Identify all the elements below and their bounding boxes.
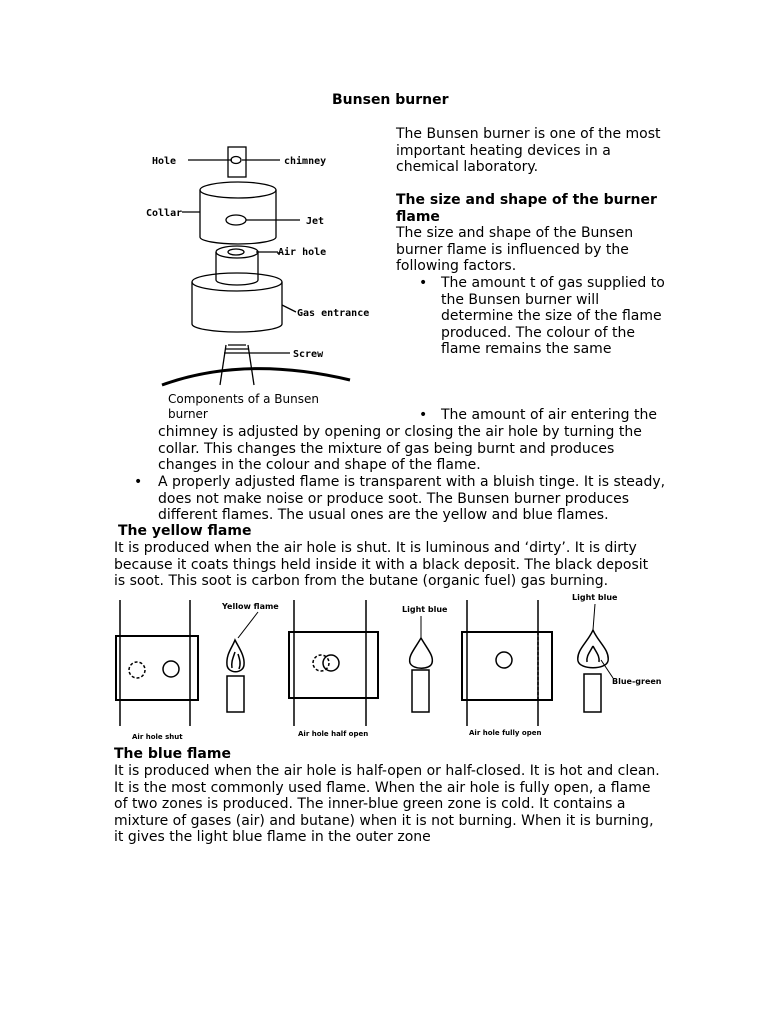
bullet-marker: • <box>419 275 428 291</box>
blue-flame-paragraph: It is produced when the air hole is half-open or half-closed. It is hot and clean. It is the most commonly used flame. When the air hole is fully open, a flame of two zones is produced. The inner-blue green zone is cold. It contains a mixture of gases (air) and butane) when it is not burning. When it is burning, it gives the light blue flame in the outer zone <box>114 763 660 846</box>
label-blue-green: Blue-green <box>612 677 662 686</box>
label-light-blue-1: Light blue <box>402 605 448 614</box>
label-air-hole-half-open: Air hole half open <box>298 730 369 738</box>
chimney-hole-shape <box>231 157 241 164</box>
label-collar: Collar <box>146 208 183 219</box>
label-air-hole: Air hole <box>278 247 327 258</box>
yellow-flame-paragraph: It is produced when the air hole is shut. It is luminous and ‘dirty’. It is dirty because it coats things held inside it with a black deposit. The black deposit is soot. This soot is carbon from the butane (organic fuel) gas burning. <box>114 540 649 590</box>
label-hole: Hole <box>152 156 177 167</box>
bullet-properly-adjusted: A properly adjusted flame is transparent with a bluish tinge. It is steady, does not make noise or produce soot. The Bunsen burner produces different flames. The usual ones are the yellow and blue flames. <box>158 474 666 524</box>
flame-types-diagram <box>110 590 670 745</box>
label-air-hole-fully-open: Air hole fully open <box>469 729 542 737</box>
size-shape-paragraph: The size and shape of the Bunsen burner flame is influenced by the following factors. <box>396 225 634 275</box>
bullet-marker: • <box>419 407 428 423</box>
label-jet: Jet <box>306 216 325 227</box>
bullet-air-amount-continued: chimney is adjusted by opening or closing the air hole by turning the collar. This changes the mixture of gas being burnt and produces changes in the colour and shape of the flame. <box>158 424 642 474</box>
bullet-air-amount-start: The amount of air entering the <box>441 407 657 423</box>
label-yellow-flame: Yellow flame <box>222 602 279 611</box>
bullet-marker: • <box>134 474 143 490</box>
label-light-blue-2: Light blue <box>572 593 618 602</box>
size-shape-heading: The size and shape of the burner flame <box>396 192 657 225</box>
blue-flame-heading: The blue flame <box>114 746 231 762</box>
intro-paragraph: The Bunsen burner is one of the most important heating devices in a chemical laboratory. <box>396 126 661 176</box>
bullet-gas-amount: The amount t of gas supplied to the Bunsen burner will determine the size of the flame produced. The colour of the flame remains the same <box>441 275 665 358</box>
burner-diagram-caption: Components of a Bunsen burner <box>168 392 319 421</box>
label-chimney: chimney <box>284 156 327 167</box>
label-screw: Screw <box>293 349 324 360</box>
yellow-flame-heading: The yellow flame <box>118 523 252 539</box>
jet-hole-shape <box>226 215 246 225</box>
label-gas-entrance: Gas entrance <box>297 308 370 319</box>
page-title: Bunsen burner <box>332 92 449 108</box>
burner-components-diagram <box>140 140 390 390</box>
chimney-shape <box>228 147 246 177</box>
label-air-hole-shut: Air hole shut <box>132 733 183 741</box>
